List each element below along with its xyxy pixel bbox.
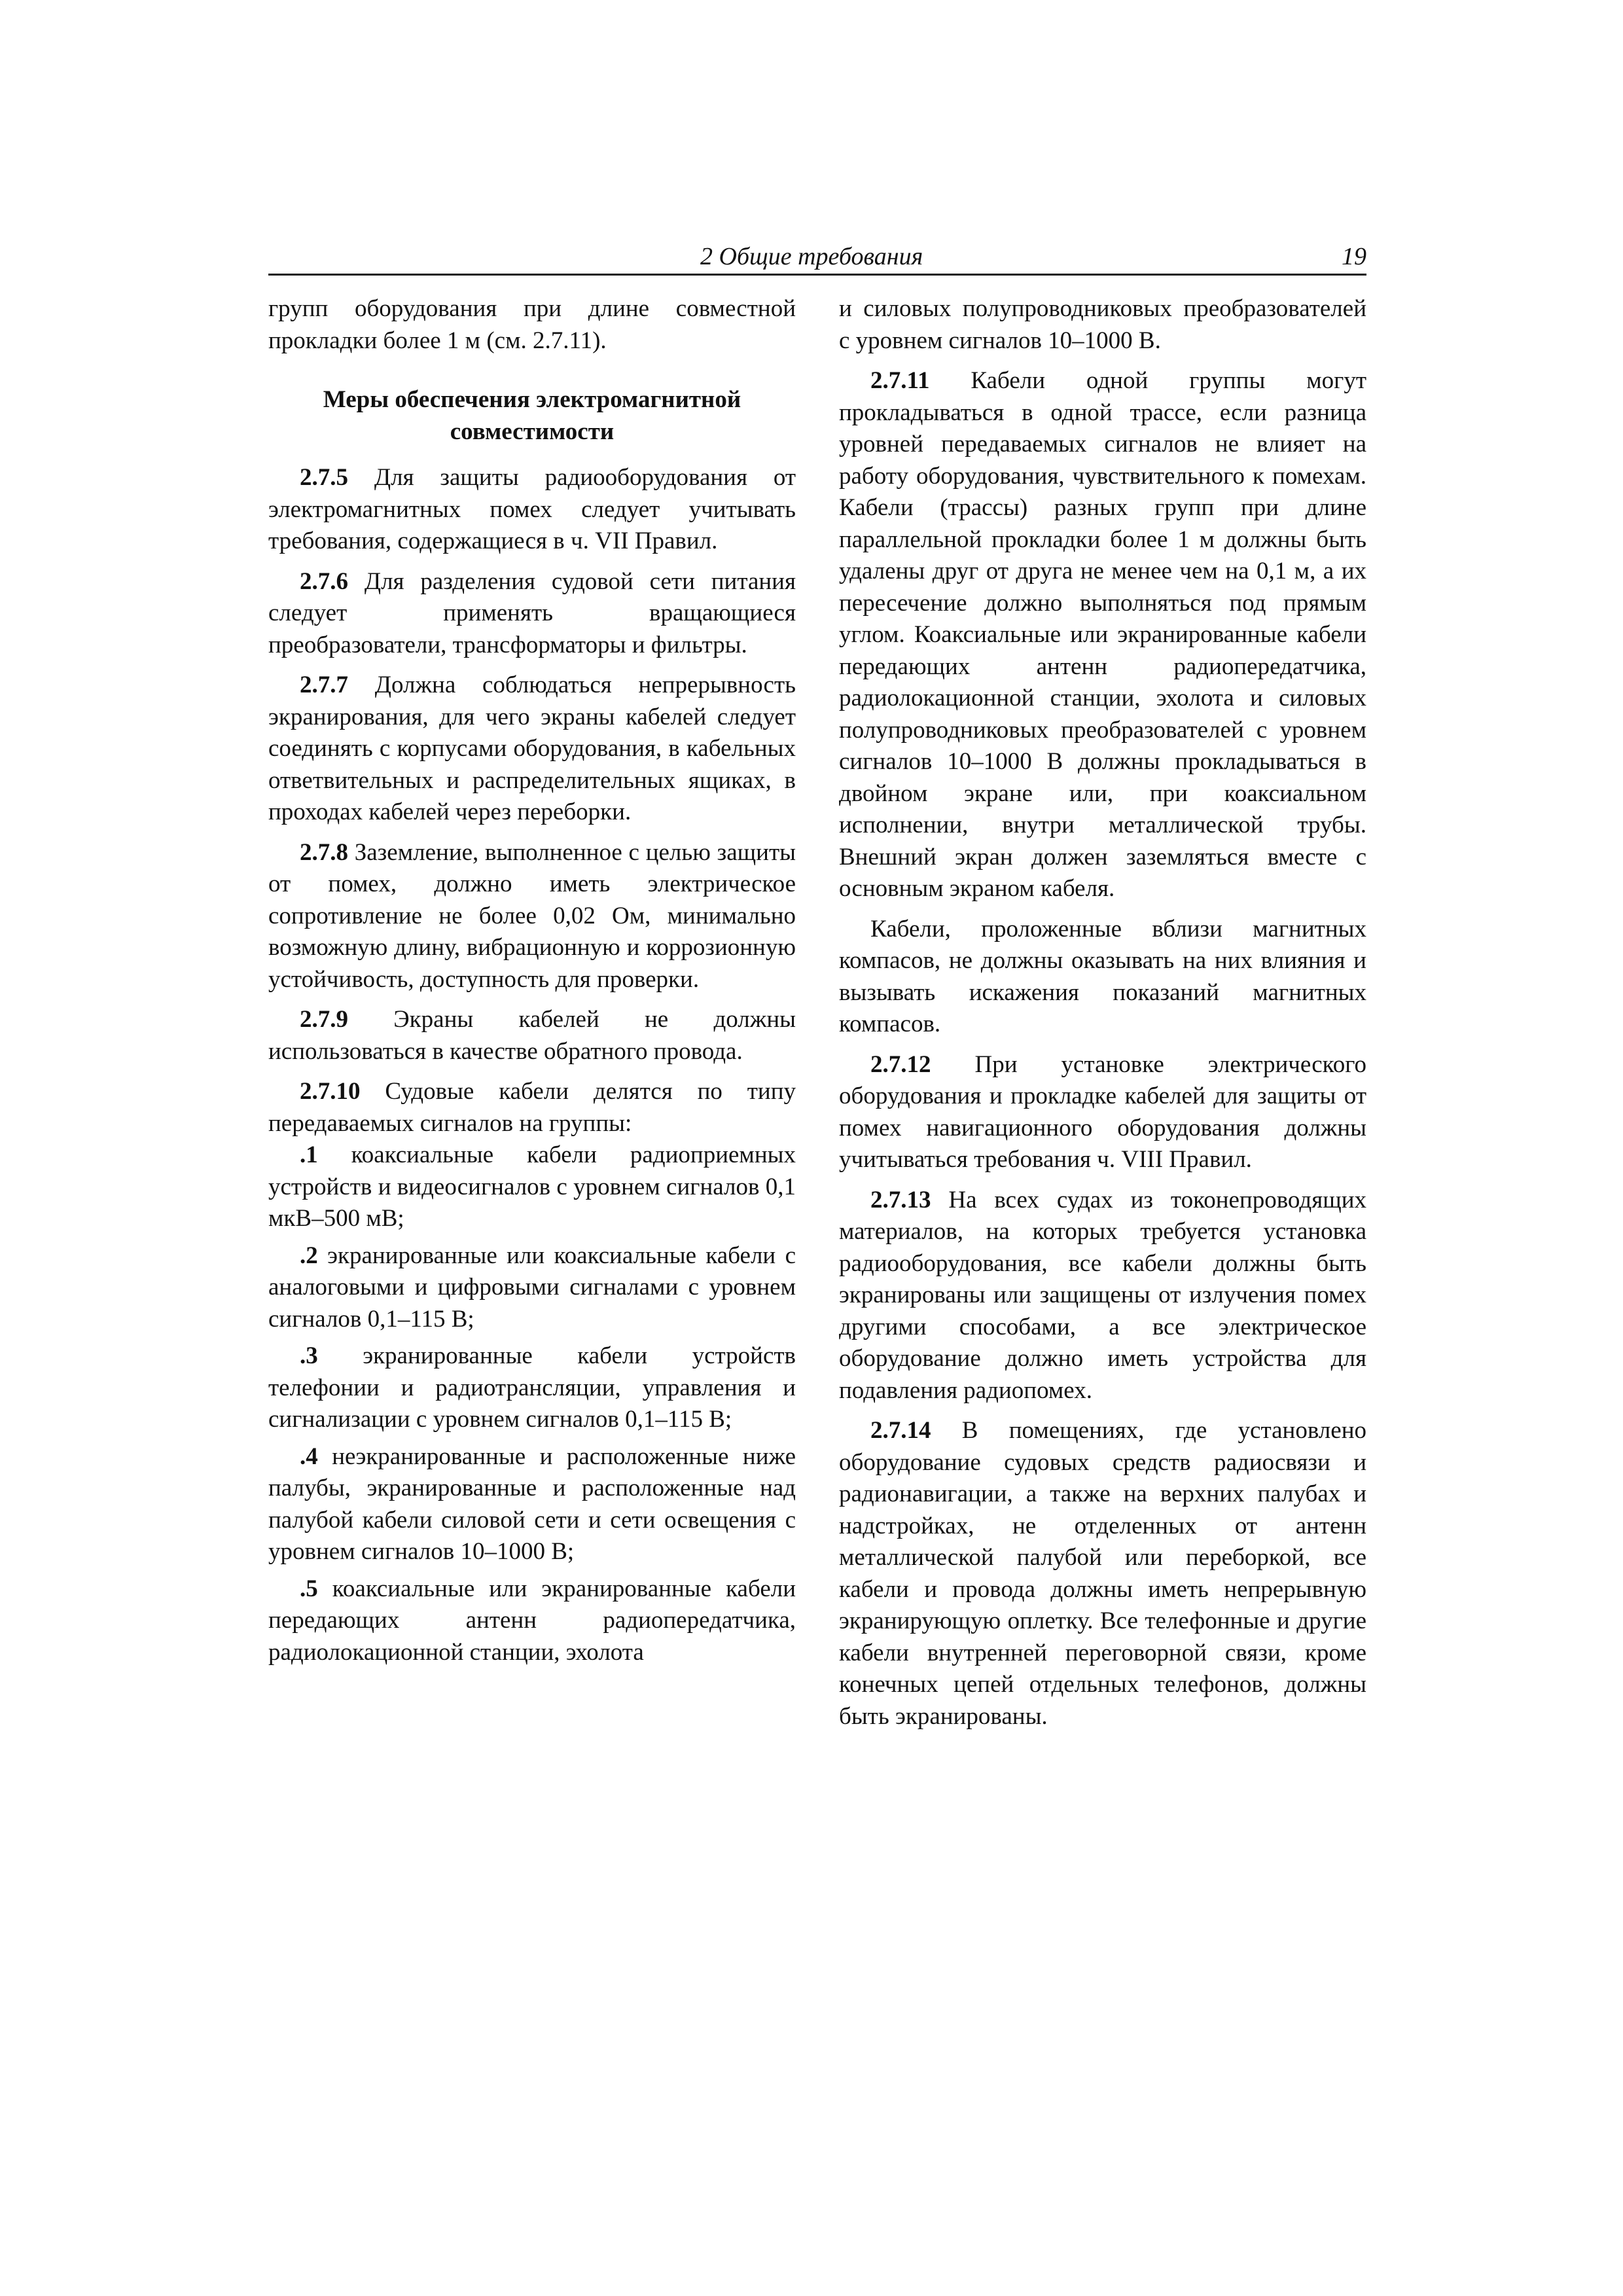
clause-number: 2.7.9 [300, 1006, 348, 1033]
list-item-3 [268, 1340, 796, 1436]
item-text: экранированные кабели устройств телефонии и радиотрансляции, управления и сигнализации с уровнем сигналов 0,1–115 В; [268, 1342, 796, 1433]
paragraph-text: Заземление, выполненное с целью защиты от помех, должно иметь электрическое сопротивление не более 0,02 Ом, минимально возможную длину, вибрационную и коррозионную устойчивость, доступность для проверки. [268, 838, 796, 993]
paragraph-text: Кабели одной группы могут прокладываться в одной трассе, если разница уровней передаваемых сигналов не влияет на работу оборудования, чувствительного к помехам. Кабели (трассы) разных групп при длине параллельной прокладки более 1 м должны быть удалены друг от друга не менее чем на 0,1 м, а их пересечение должно выполняться под прямым углом. Коаксиальные или экранированные кабели передающих антенн радиопередатчика, радиолокационной станции, эхолота и силовых полупроводниковых преобразователей с уровнем сигналов 10–1000 В должны прокладываться в двойном экране или, при коаксиальном исполнении, внутри металлической трубы. Внешний экран должен заземляться вместе с основным экраном кабеля. [839, 367, 1366, 902]
paragraph-text: Судовые кабели делятся по типу передаваемых сигналов на группы: [268, 1078, 796, 1137]
paragraph-text: Кабели, проложенные вблизи магнитных компасов, не должны оказывать на них влияния и вызывать искажения показаний магнитных компасов. [839, 915, 1366, 1037]
page-header [268, 241, 1366, 276]
paragraph-text: Для защиты радиооборудования от электромагнитных помех следует учитывать требования, содержащиеся в ч. VII Правил. [268, 464, 796, 554]
paragraph-2-7-5 [268, 462, 796, 558]
continued-paragraph [268, 293, 796, 357]
clause-number: 2.7.5 [300, 464, 348, 491]
item-number: .2 [300, 1242, 318, 1269]
item-number: .5 [300, 1575, 318, 1602]
paragraph-2-7-11 [839, 365, 1366, 905]
paragraph-2-7-12 [839, 1049, 1366, 1176]
section-heading: Меры обеспечения электромагнитной совместимости [323, 386, 741, 445]
clause-number: 2.7.10 [300, 1078, 361, 1105]
paragraph-text: При установке электрического оборудования и прокладке кабелей для защиты от помех навигационного оборудования должны учитываться требования ч. VIII Правил. [839, 1050, 1366, 1173]
paragraph-text: На всех судах из токонепроводящих материалов, на которых требуется установка радиооборудования, все кабели должны быть экранированы или защищены от излучения помех другими способами, а все электрическое оборудование должно иметь устройства для подавления радиопомех. [839, 1186, 1366, 1404]
paragraph-text: В помещениях, где установлено оборудование судовых средств радиосвязи и радионавигации, а также на верхних палубах и надстройках, не отделенных от антенн металлической палубой или переборкой, все кабели и провода должны иметь непрерывную экранирующую оплетку. Все телефонные и другие кабели внутренней переговорной связи, кроме конечных цепей отдельных телефонов, должны быть экранированы. [839, 1417, 1366, 1730]
list-item-1 [268, 1139, 796, 1235]
clause-number: 2.7.13 [870, 1186, 931, 1213]
page-number: 19 [1342, 243, 1366, 270]
paragraph-2-7-8 [268, 837, 796, 996]
continued-paragraph [839, 293, 1366, 357]
paragraph-text: Должна соблюдаться непрерывность экранирования, для чего экраны кабелей следует соединять с корпусами оборудования, в кабельных ответвительных и распределительных ящиках, в проходах кабелей через переборки. [268, 672, 796, 825]
item-number: .3 [300, 1342, 318, 1369]
item-number: .4 [300, 1443, 318, 1470]
clause-number: 2.7.14 [870, 1417, 931, 1444]
item-text: экранированные или коаксиальные кабели с аналоговыми и цифровыми сигналами с уровнем сигналов 0,1–115 В; [268, 1242, 796, 1333]
paragraph-2-7-13 [839, 1185, 1366, 1407]
clause-number: 2.7.6 [300, 567, 348, 595]
paragraph-text: Для разделения судовой сети питания следует применять вращающиеся преобразователи, трансформаторы и фильтры. [268, 567, 796, 658]
clause-number: 2.7.12 [870, 1050, 931, 1078]
list-item-2 [268, 1240, 796, 1336]
list-item-5 [268, 1573, 796, 1669]
right-column [839, 293, 1366, 1741]
paragraph-2-7-6 [268, 566, 796, 662]
paragraph-text: Экраны кабелей не должны использоваться в качестве обратного провода. [268, 1006, 796, 1065]
paragraph-2-7-7 [268, 670, 796, 829]
item-number: .1 [300, 1141, 318, 1168]
paragraph-text: и силовых полупроводниковых преобразователей с уровнем сигналов 10–1000 В. [839, 295, 1366, 354]
item-text: коаксиальные или экранированные кабели передающих антенн радиопередатчика, радиолокационной станции, эхолота [268, 1575, 796, 1666]
clause-number: 2.7.8 [300, 838, 348, 866]
paragraph-2-7-9 [268, 1004, 796, 1067]
running-section-title: 2 Общие требования [700, 243, 923, 270]
paragraph-text: групп оборудования при длине совместной прокладки более 1 м (см. 2.7.11). [268, 295, 796, 354]
item-text: коаксиальные кабели радиоприемных устройств и видеосигналов с уровнем сигналов 0,1 мкВ–500 мВ; [268, 1141, 796, 1232]
left-column [268, 293, 796, 1674]
list-item-4 [268, 1441, 796, 1568]
clause-number: 2.7.11 [870, 367, 930, 394]
item-text: неэкранированные и расположенные ниже палубы, экранированные и расположенные над палубой кабели силовой сети и сети освещения с уровнем сигналов 10–1000 В; [268, 1443, 796, 1565]
clause-number: 2.7.7 [300, 672, 348, 698]
paragraph-2-7-14 [839, 1415, 1366, 1732]
paragraph-compasses [839, 914, 1366, 1041]
paragraph-2-7-10 [268, 1076, 796, 1139]
